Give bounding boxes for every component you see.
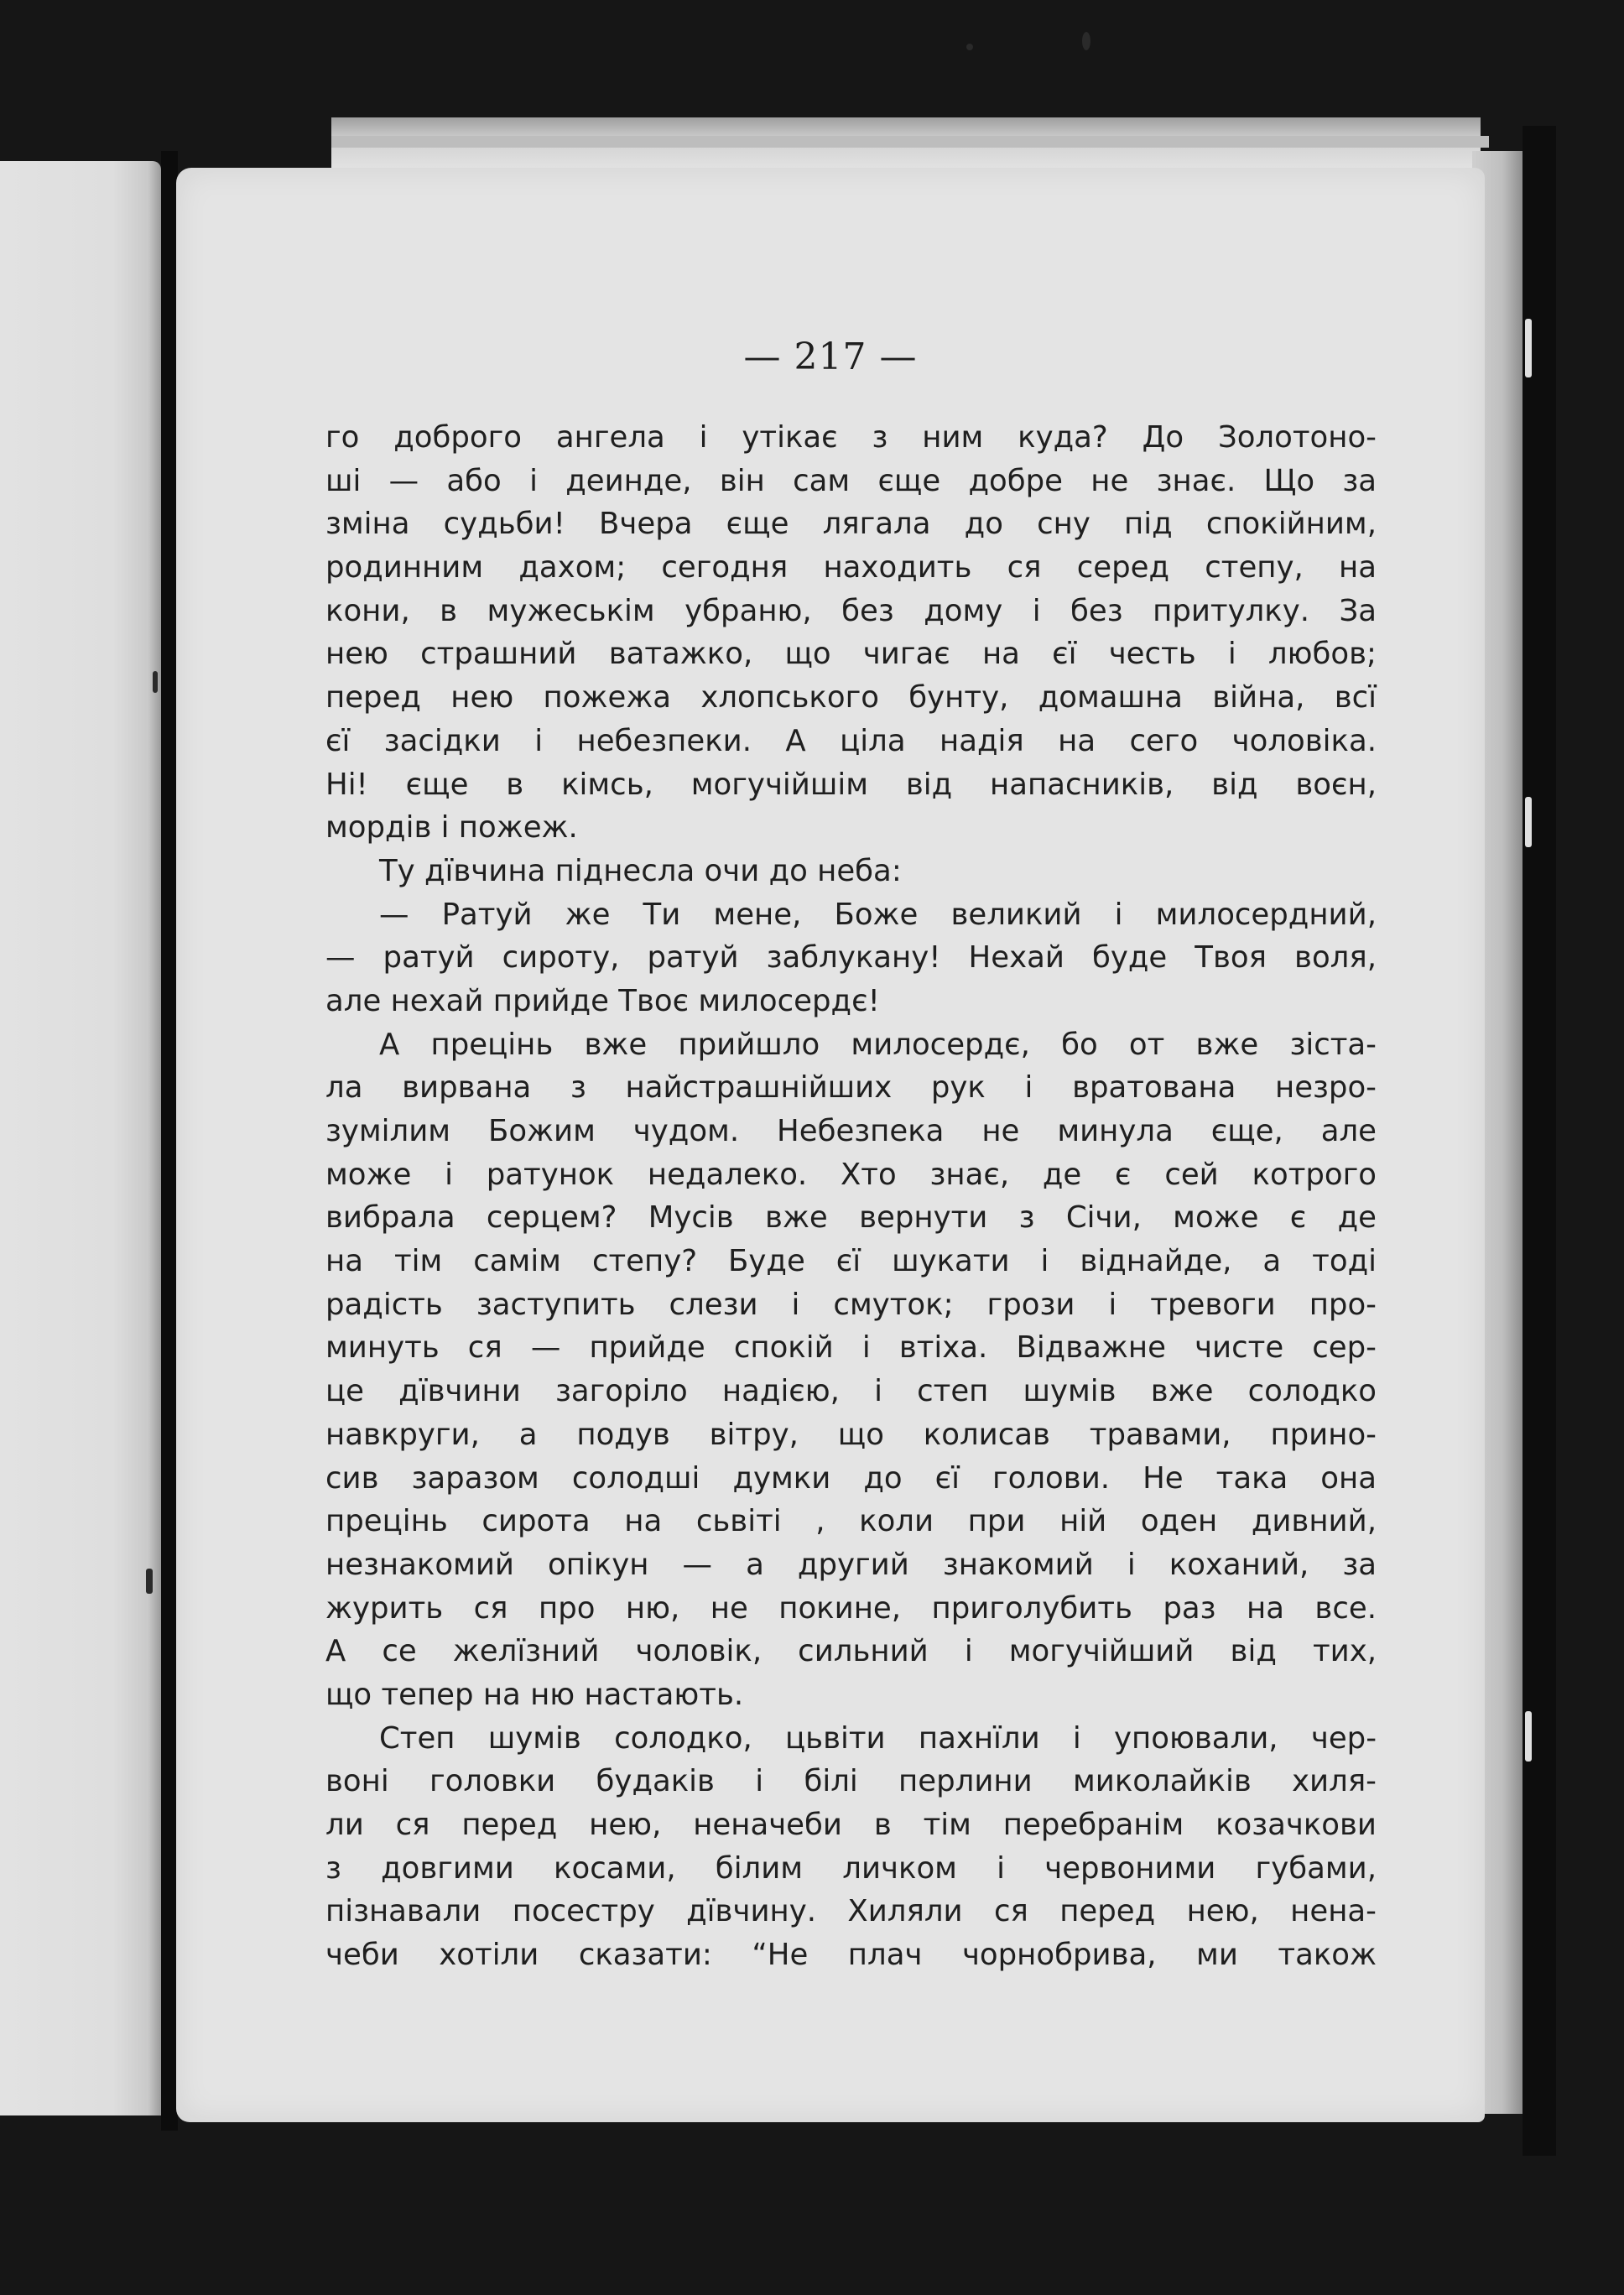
text-line: журить ся про ню, не покине, приголубить раз на все.	[325, 1590, 1377, 1626]
text-line: перед нею пожежа хлопського бунту, домашна війна, всї	[325, 680, 1377, 716]
text-line: А прецінь вже прийшло милосердє, бо от вже зіста-	[379, 1027, 1377, 1062]
text-line: минуть ся — прийде спокій і втіха. Відважне чисте сер-	[325, 1330, 1377, 1366]
text-line: Ні! єще в кімсь, могучійшім від напасників, від воєн,	[325, 767, 1377, 802]
text-line: воні головки будаків і білі перлини миколайків хиля-	[325, 1764, 1377, 1799]
text-line: з довгими косами, білим личком і червоними губами,	[325, 1850, 1377, 1886]
binding-band	[1522, 126, 1556, 2156]
text-line: чеби хотіли сказати: “Не плач чорнобрива, ми також	[325, 1938, 1377, 1973]
book-gutter	[161, 151, 178, 2131]
text-line: родинним дахом; сегодня находить ся серед степу, на	[325, 550, 1377, 585]
scan-speck	[146, 1569, 153, 1594]
text-line: Степ шумів солодко, цьвіти пахнїли і упоювали, чер-	[379, 1720, 1377, 1756]
text-line: може і ратунок недалеко. Хто знає, де є сей котрого	[325, 1157, 1377, 1192]
scan-speck	[1525, 797, 1532, 847]
text-line: на тім самім степу? Буде єї шукати і віднайде, а тоді	[325, 1244, 1377, 1279]
page-block-top-strip	[331, 136, 1489, 148]
text-line: — Ратуй же Ти мене, Боже великий і милосердний,	[379, 897, 1377, 932]
scan-speck	[1525, 319, 1532, 377]
text-line: А се желїзний чоловік, сильний і могучійший від тих,	[325, 1634, 1377, 1669]
scan-speck	[1525, 1711, 1532, 1762]
text-line: зміна судьби! Вчера єще лягала до сну під спокійним,	[325, 507, 1377, 542]
text-line: навкруги, а подув вітру, що колисав травами, прино-	[325, 1417, 1377, 1452]
text-line: го доброго ангела і утікає з ним куда? До Золотоно-	[325, 420, 1377, 455]
text-line: єї засідки і небезпеки. А ціла надія на сего чоловіка.	[325, 723, 1377, 758]
text-line: сив заразом солодші думки до єї голови. Не така она	[325, 1460, 1377, 1496]
text-line: вибрала серцем? Мусів вже вернути з Січи, може є де	[325, 1200, 1377, 1236]
text-line: мордів і пожеж.	[325, 810, 578, 846]
text-line: нею страшний ватажко, що чигає на єї честь і любов;	[325, 637, 1377, 672]
scan-speck	[153, 671, 158, 693]
text-line: пізнавали посестру дївчину. Хиляли ся перед нею, нена-	[325, 1894, 1377, 1929]
page-text	[325, 416, 1377, 1977]
text-line: — ратуй сироту, ратуй заблукану! Нехай буде Твоя воля,	[325, 940, 1377, 976]
text-line: зумілим Божим чудом. Небезпека не минула єще, але	[325, 1114, 1377, 1148]
text-line: це дївчини загоріло надією, і степ шумів вже солодко	[325, 1374, 1377, 1409]
text-line: ли ся перед нею, неначеби в тім перебранім козачкови	[325, 1808, 1377, 1842]
text-line: радість заступить слези і смуток; грози і тревоги про-	[325, 1287, 1377, 1322]
scan-speck	[966, 44, 973, 50]
page-number: — 217 —	[743, 336, 918, 378]
text-line: ла вирвана з найстрашнійших рук і вратована незро-	[325, 1070, 1377, 1106]
text-line: прецінь сирота на сьвіті , коли при ній оден дивний,	[325, 1504, 1377, 1539]
scan-speck	[1082, 32, 1090, 50]
book-page	[176, 168, 1485, 2122]
text-line: кони, в мужеськім убраню, без дому і без притулку. За	[325, 593, 1377, 628]
text-line: що тепер на ню настають.	[325, 1677, 744, 1712]
text-line: Ту дївчина піднесла очи до неба:	[379, 853, 902, 888]
left-facing-page	[0, 161, 161, 2115]
text-line: але нехай прийде Твоє милосердє!	[325, 983, 880, 1018]
text-line: ші — або і деинде, він сам єще добре не знає. Що за	[325, 463, 1377, 498]
text-line: незнакомий опікун — а другий знакомий і коханий, за	[325, 1547, 1377, 1582]
